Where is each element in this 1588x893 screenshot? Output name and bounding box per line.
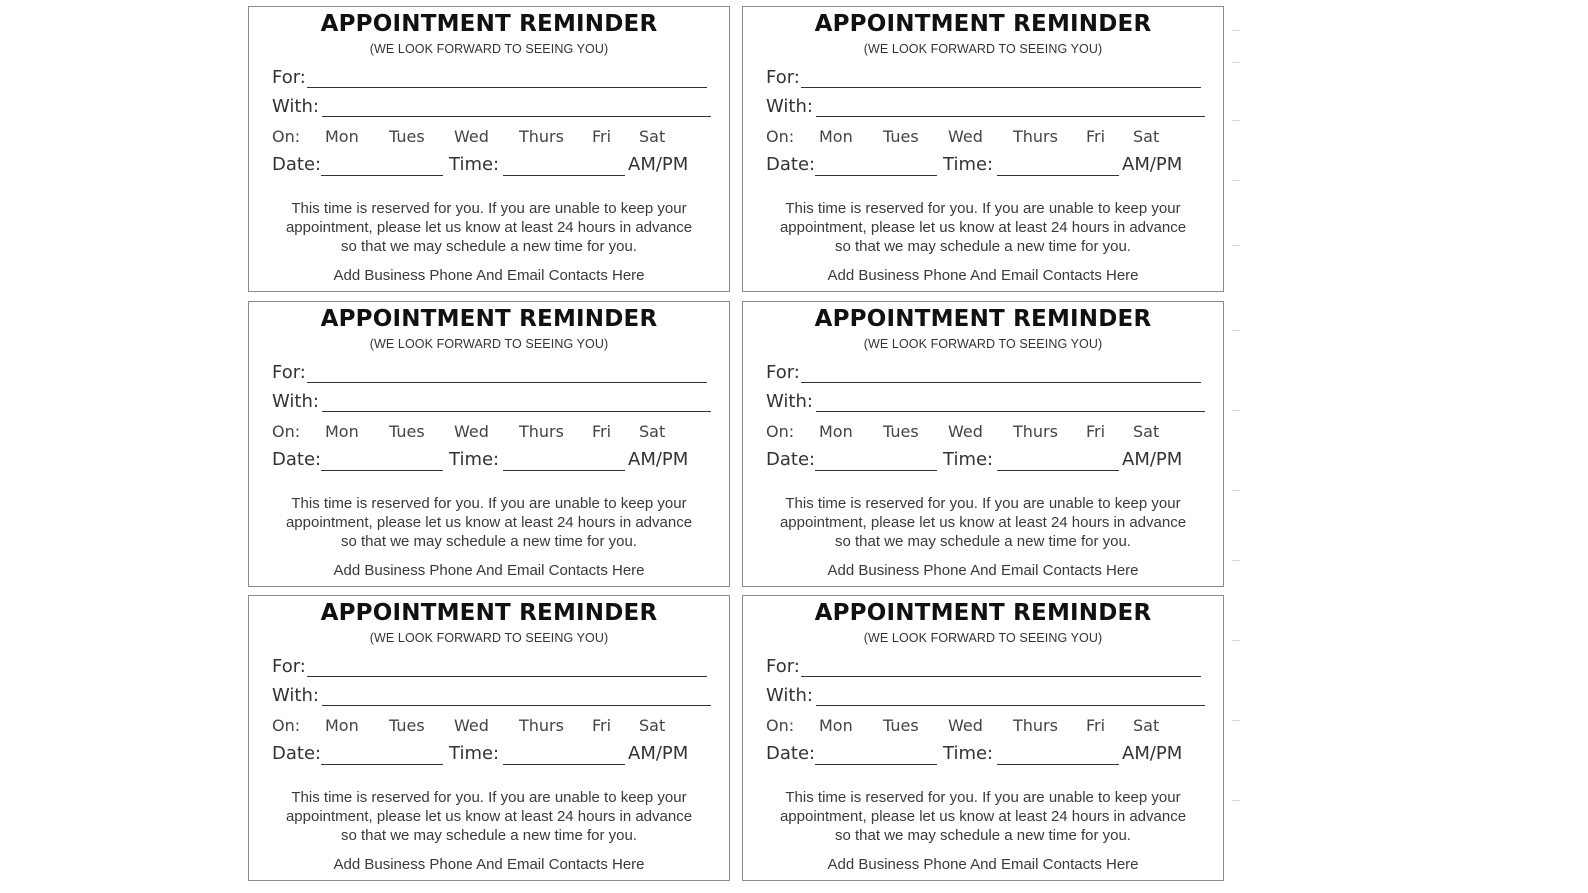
time-label: Time: [943,449,994,470]
time-blank-line[interactable] [997,764,1119,765]
time-label: Time: [449,449,500,470]
date-label: Date: [272,743,322,764]
day-sat: Sat [639,127,666,146]
reservation-notice [263,494,715,551]
day-tues: Tues [389,716,425,735]
appointment-card [248,301,730,587]
notice-line: so that we may schedule a new time for you. [341,827,637,844]
time-blank-line[interactable] [503,764,625,765]
gridline [1232,330,1240,331]
reservation-notice [757,199,1209,256]
day-wed: Wed [454,127,489,146]
day-thurs: Thurs [519,422,564,441]
date-blank-line[interactable] [321,175,443,176]
for-blank-line[interactable] [307,382,707,383]
notice-line: This time is reserved for you. If you are unable to keep your [785,495,1181,512]
gridline [1232,245,1240,246]
on-label: On: [766,716,795,735]
day-thurs: Thurs [1013,127,1058,146]
reservation-notice [263,199,715,256]
business-contact: Add Business Phone And Email Contacts Here [827,267,1139,284]
notice-line: appointment, please let us know at least 24 hours in advance [285,514,693,531]
gridline [1232,720,1240,721]
card-subtitle: (WE LOOK FORWARD TO SEEING YOU) [369,42,609,56]
date-label: Date: [766,743,816,764]
business-contact: Add Business Phone And Email Contacts Here [333,562,645,579]
with-label: With: [272,96,319,117]
business-contact: Add Business Phone And Email Contacts Here [333,267,645,284]
date-label: Date: [272,154,322,175]
appointment-card [248,595,730,881]
time-blank-line[interactable] [997,470,1119,471]
day-sat: Sat [639,716,666,735]
day-wed: Wed [454,422,489,441]
date-label: Date: [272,449,322,470]
with-blank-line[interactable] [816,411,1205,412]
day-mon: Mon [325,422,359,441]
day-mon: Mon [325,716,359,735]
notice-line: so that we may schedule a new time for you. [835,827,1131,844]
reservation-notice [757,494,1209,551]
appointment-card [742,595,1224,881]
on-label: On: [272,127,301,146]
day-wed: Wed [948,422,983,441]
card-title: APPOINTMENT REMINDER [814,306,1152,332]
notice-line: This time is reserved for you. If you are unable to keep your [785,789,1181,806]
time-blank-line[interactable] [503,175,625,176]
day-thurs: Thurs [1013,422,1058,441]
notice-line: so that we may schedule a new time for you. [341,238,637,255]
date-blank-line[interactable] [815,175,937,176]
notice-line: appointment, please let us know at least 24 hours in advance [779,514,1187,531]
date-blank-line[interactable] [321,470,443,471]
notice-line: appointment, please let us know at least 24 hours in advance [285,219,693,236]
day-fri: Fri [592,127,612,146]
ampm-label: AM/PM [628,154,689,175]
time-label: Time: [449,743,500,764]
with-label: With: [766,96,813,117]
time-label: Time: [943,154,994,175]
day-wed: Wed [948,127,983,146]
day-tues: Tues [883,422,919,441]
appointment-card [248,6,730,292]
notice-line: appointment, please let us know at least 24 hours in advance [285,808,693,825]
reservation-notice [263,788,715,845]
card-title: APPOINTMENT REMINDER [814,600,1152,626]
day-mon: Mon [325,127,359,146]
with-blank-line[interactable] [322,116,711,117]
for-blank-line[interactable] [307,87,707,88]
ampm-label: AM/PM [628,449,689,470]
time-blank-line[interactable] [997,175,1119,176]
day-wed: Wed [948,716,983,735]
for-label: For: [272,67,306,88]
day-tues: Tues [883,127,919,146]
day-tues: Tues [883,716,919,735]
for-label: For: [766,656,800,677]
appointment-card [742,6,1224,292]
reservation-notice [757,788,1209,845]
day-fri: Fri [1086,716,1106,735]
day-fri: Fri [592,716,612,735]
day-tues: Tues [389,422,425,441]
gridline [1232,800,1240,801]
time-label: Time: [449,154,500,175]
for-blank-line[interactable] [801,382,1201,383]
notice-line: so that we may schedule a new time for you. [835,533,1131,550]
for-blank-line[interactable] [801,87,1201,88]
for-blank-line[interactable] [307,676,707,677]
day-tues: Tues [389,127,425,146]
gridline [1232,62,1240,63]
ampm-label: AM/PM [1122,154,1183,175]
card-subtitle: (WE LOOK FORWARD TO SEEING YOU) [863,42,1103,56]
time-blank-line[interactable] [503,470,625,471]
with-label: With: [272,685,319,706]
date-label: Date: [766,449,816,470]
day-sat: Sat [1133,422,1160,441]
ampm-label: AM/PM [1122,449,1183,470]
with-label: With: [766,391,813,412]
on-label: On: [272,716,301,735]
time-label: Time: [943,743,994,764]
on-label: On: [766,127,795,146]
notice-line: appointment, please let us know at least 24 hours in advance [779,219,1187,236]
notice-line: so that we may schedule a new time for you. [835,238,1131,255]
appointment-card [742,301,1224,587]
day-fri: Fri [592,422,612,441]
gridline [1232,410,1240,411]
with-blank-line[interactable] [816,116,1205,117]
with-label: With: [766,685,813,706]
card-title: APPOINTMENT REMINDER [320,306,658,332]
day-thurs: Thurs [519,716,564,735]
notice-line: so that we may schedule a new time for you. [341,533,637,550]
for-label: For: [766,67,800,88]
day-thurs: Thurs [519,127,564,146]
on-label: On: [272,422,301,441]
notice-line: appointment, please let us know at least 24 hours in advance [779,808,1187,825]
card-title: APPOINTMENT REMINDER [320,11,658,37]
ampm-label: AM/PM [628,743,689,764]
with-blank-line[interactable] [322,411,711,412]
with-blank-line[interactable] [816,705,1205,706]
card-subtitle: (WE LOOK FORWARD TO SEEING YOU) [369,631,609,645]
card-subtitle: (WE LOOK FORWARD TO SEEING YOU) [863,631,1103,645]
for-label: For: [272,656,306,677]
day-fri: Fri [1086,127,1106,146]
gridline [1232,120,1240,121]
date-label: Date: [766,154,816,175]
card-title: APPOINTMENT REMINDER [814,11,1152,37]
notice-line: This time is reserved for you. If you are unable to keep your [291,200,687,217]
day-mon: Mon [819,422,853,441]
with-blank-line[interactable] [322,705,711,706]
day-wed: Wed [454,716,489,735]
gridline [1232,180,1240,181]
with-label: With: [272,391,319,412]
for-label: For: [272,362,306,383]
gridline [1232,560,1240,561]
date-blank-line[interactable] [815,764,937,765]
for-blank-line[interactable] [801,676,1201,677]
business-contact: Add Business Phone And Email Contacts Here [333,856,645,873]
date-blank-line[interactable] [321,764,443,765]
day-mon: Mon [819,716,853,735]
card-subtitle: (WE LOOK FORWARD TO SEEING YOU) [863,337,1103,351]
card-subtitle: (WE LOOK FORWARD TO SEEING YOU) [369,337,609,351]
card-title: APPOINTMENT REMINDER [320,600,658,626]
business-contact: Add Business Phone And Email Contacts Here [827,562,1139,579]
for-label: For: [766,362,800,383]
day-sat: Sat [639,422,666,441]
notice-line: This time is reserved for you. If you are unable to keep your [291,495,687,512]
business-contact: Add Business Phone And Email Contacts Here [827,856,1139,873]
notice-line: This time is reserved for you. If you are unable to keep your [785,200,1181,217]
day-sat: Sat [1133,127,1160,146]
day-fri: Fri [1086,422,1106,441]
day-thurs: Thurs [1013,716,1058,735]
notice-line: This time is reserved for you. If you are unable to keep your [291,789,687,806]
day-mon: Mon [819,127,853,146]
gridline [1232,640,1240,641]
day-sat: Sat [1133,716,1160,735]
date-blank-line[interactable] [815,470,937,471]
gridline [1232,30,1240,31]
gridline [1232,490,1240,491]
ampm-label: AM/PM [1122,743,1183,764]
on-label: On: [766,422,795,441]
